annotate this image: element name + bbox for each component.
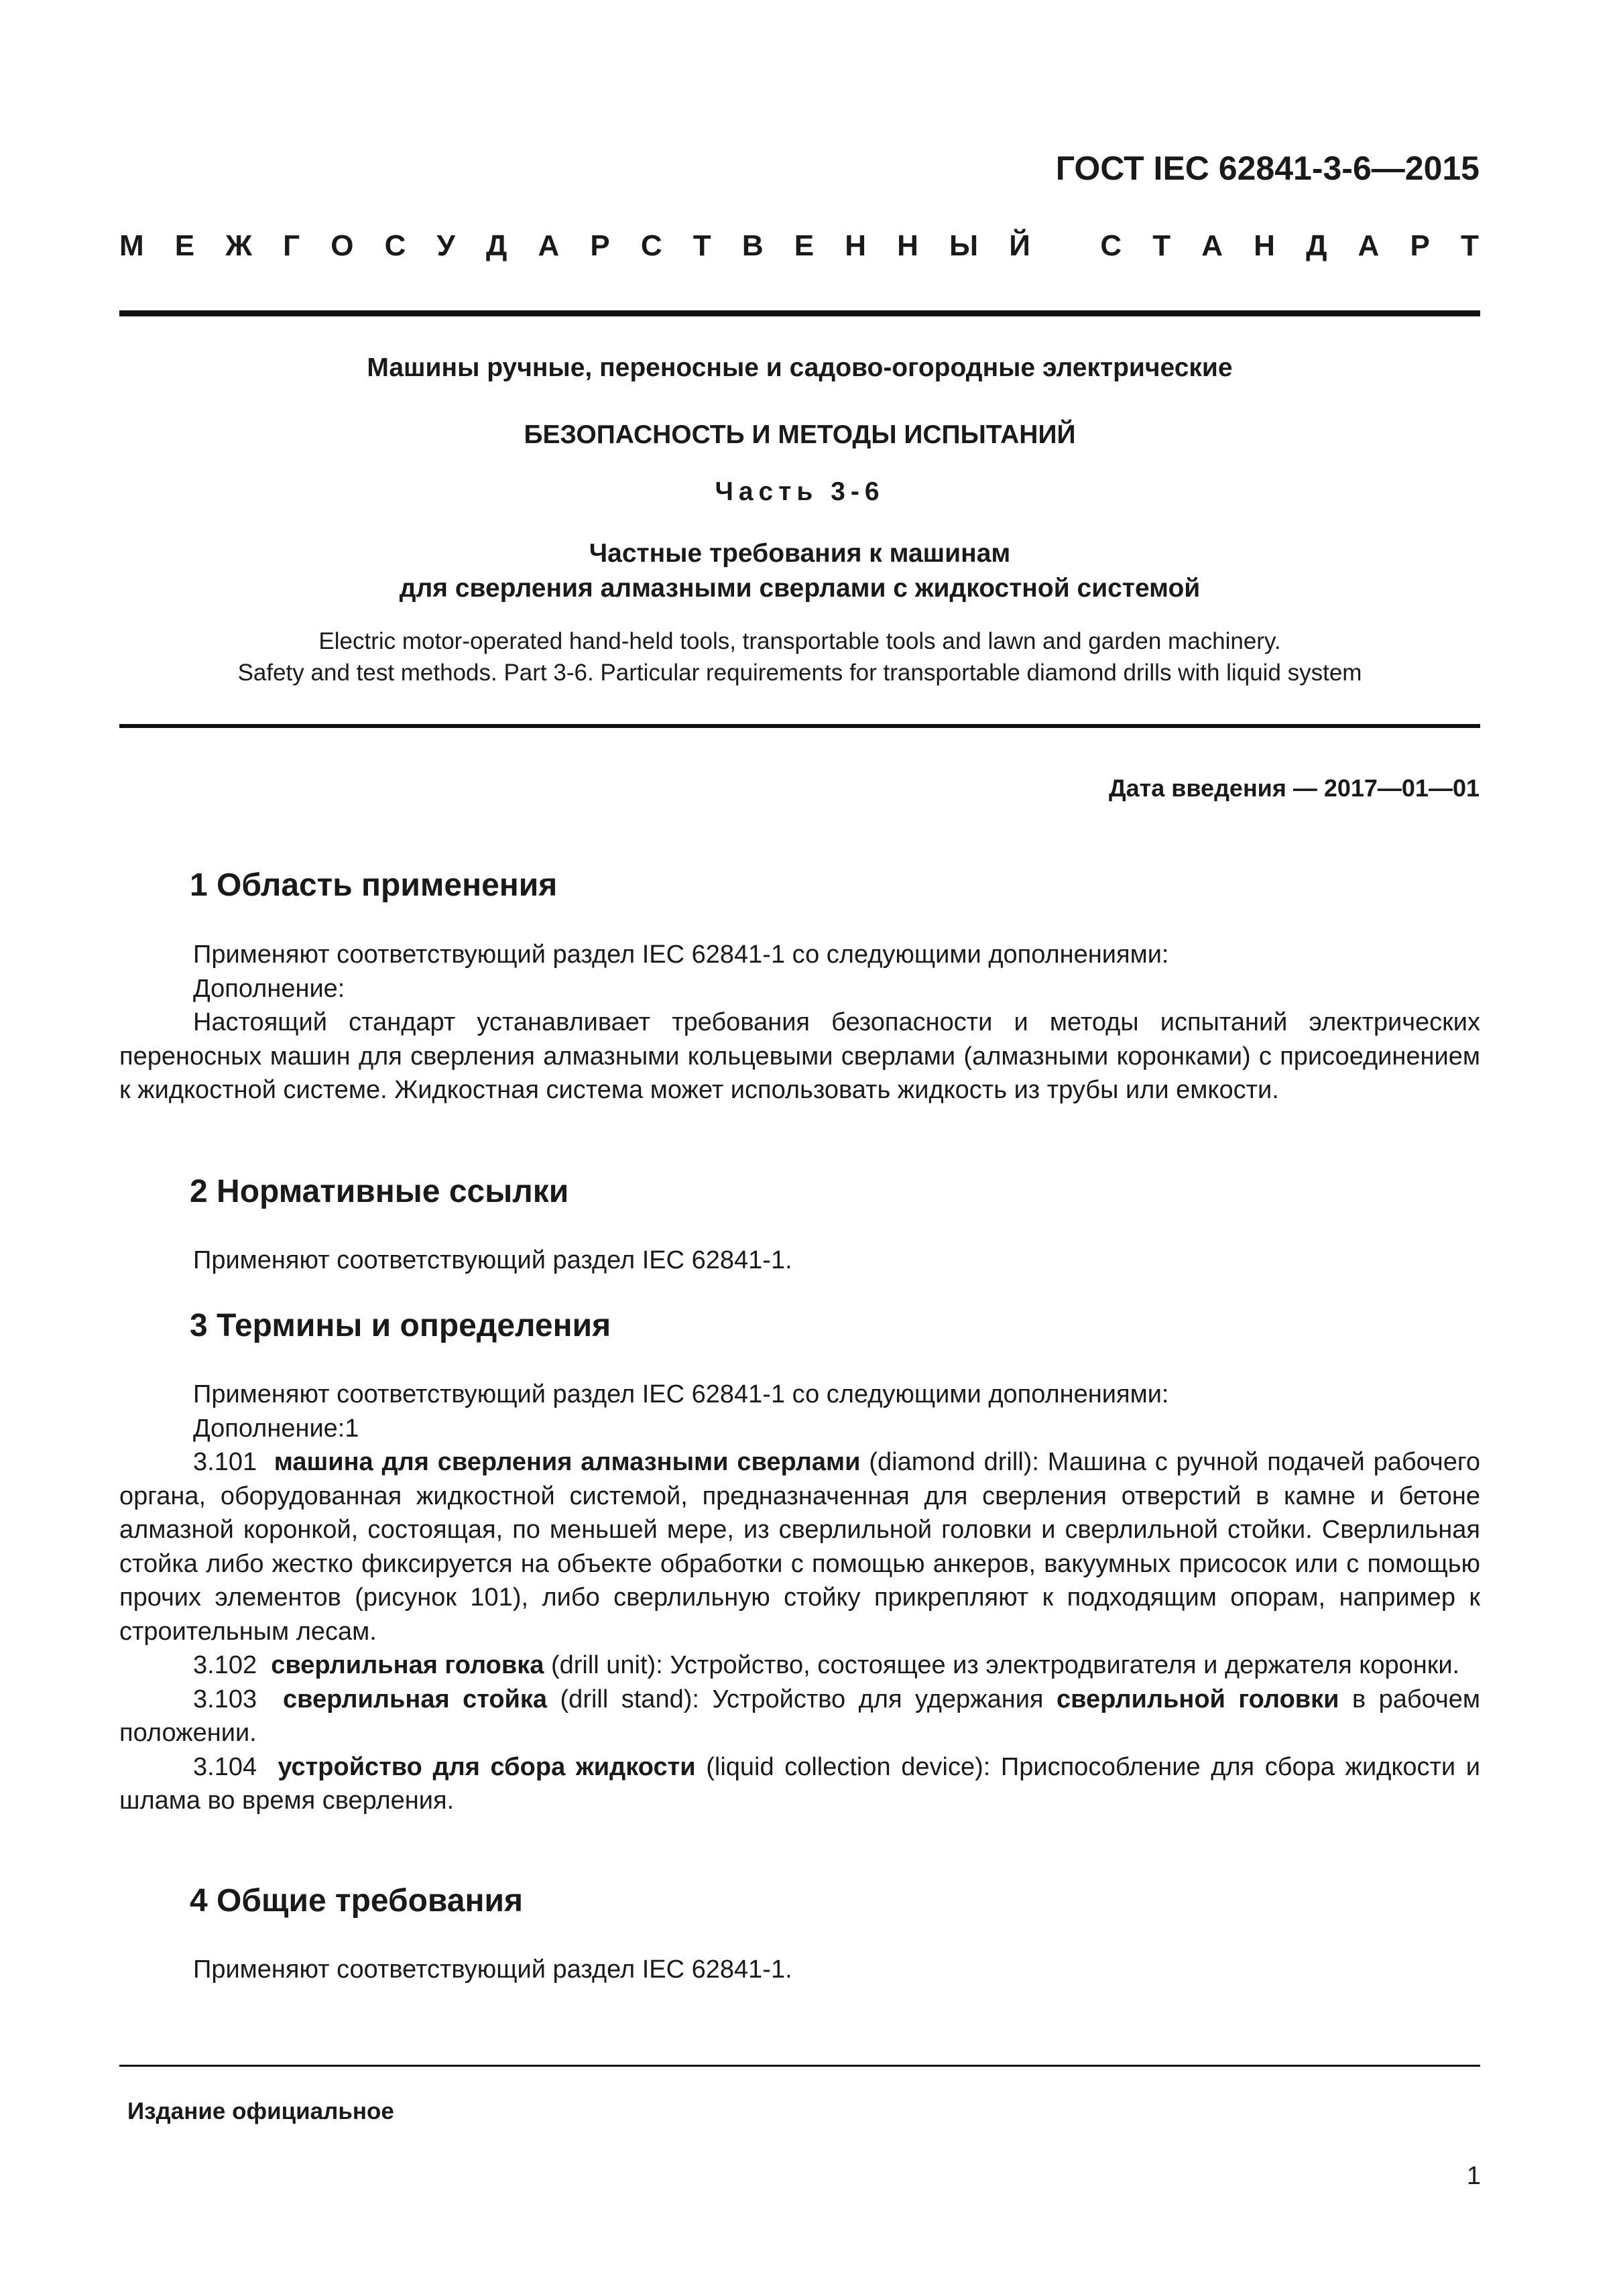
- title-machines: Машины ручные, переносные и садово-огородные электрические: [367, 353, 1233, 382]
- standard-type-letter: [1061, 229, 1069, 263]
- term-name: сверлильная стойка: [283, 1685, 548, 1713]
- term-definition: (drill stand): Устройство для удержания: [560, 1685, 1044, 1713]
- section-3-heading: 3 Термины и определения: [190, 1308, 611, 1343]
- term-name: сверлильная головка: [271, 1651, 544, 1679]
- standard-type-letter: А: [1358, 229, 1380, 262]
- title-english: [119, 625, 1480, 688]
- standard-type-letter: О: [330, 229, 354, 262]
- standard-type-letter: Р: [590, 229, 610, 262]
- standard-type-letter: Ж: [225, 229, 253, 262]
- term-name: машина для сверления алмазными сверлами: [274, 1448, 861, 1476]
- title-english-line1: Electric motor-operated hand-held tools, transportable tools and lawn and garden machinery.: [318, 628, 1281, 654]
- document-code: ГОСТ IEC 62841-3-6—2015: [1055, 149, 1480, 187]
- standard-type-letter: Т: [693, 229, 711, 262]
- term-definition: (diamond drill): Машина с ручной подачей рабочего органа, оборудованная жидкостной системой, предназначенная для сверления отверстий в камне и бетоне алмазной коронкой, состоящая, по меньшей мере, из сверлильной головки и сверлильной стойки. Сверлильная стойка либо жестко фиксируется на объекте обработки с помощью анкеров, вакуумных присосок или с помощью прочих элементов (рисунок 101), либо сверлильную стойку прикрепляют к подходящим опорам, например к строительным лесам.: [119, 1448, 1481, 1646]
- standard-type-letter: Г: [283, 229, 300, 262]
- footer-divider: [119, 2065, 1480, 2067]
- standard-type-letter: Т: [1460, 229, 1479, 262]
- section-1-paragraph: Применяют соответствующий раздел IEC 62841-1 со следующими дополнениями:: [193, 941, 1169, 969]
- standard-type-letter: Е: [174, 229, 195, 262]
- standard-type-letter: Т: [1152, 229, 1171, 262]
- section-4-paragraph: Применяют соответствующий раздел IEC 62841-1.: [193, 1955, 792, 1984]
- section-2-heading: 2 Нормативные ссылки: [190, 1174, 569, 1209]
- standard-type-letter: Р: [1410, 229, 1430, 262]
- standard-type-letter: Н: [845, 229, 866, 262]
- standard-type-letter: С: [1100, 229, 1122, 262]
- title-divider: [119, 724, 1480, 728]
- standard-type-letter: М: [119, 229, 144, 262]
- publication-note: Издание официальное: [127, 2098, 394, 2124]
- title-safety: БЕЗОПАСНОСТЬ И МЕТОДЫ ИСПЫТАНИЙ: [524, 420, 1076, 449]
- page-number: 1: [1466, 2162, 1481, 2190]
- section-4-heading: 4 Общие требования: [190, 1883, 523, 1919]
- section-1-paragraph: Настоящий стандарт устанавливает требования безопасности и методы испытаний электрических переносных машин для сверления алмазными кольцевыми сверлами (алмазными коронками) с присоединением к жидкостной системе. Жидкостная система может использовать жидкость из трубы или емкости.: [119, 1008, 1480, 1104]
- section-1-addition-label: Дополнение:: [193, 974, 345, 1003]
- title-part: Часть 3-6: [715, 477, 885, 506]
- standard-type-heading: [119, 229, 1479, 263]
- standard-type-letter: А: [538, 229, 560, 262]
- section-3-paragraph: Применяют соответствующий раздел IEC 62841-1 со следующими дополнениями:: [193, 1380, 1169, 1408]
- term-number: 3.102: [193, 1651, 257, 1679]
- term-3-103: [119, 1683, 1480, 1750]
- section-1-heading: 1 Область применения: [190, 867, 558, 903]
- standard-type-letter: Н: [897, 229, 918, 262]
- term-number: 3.101: [193, 1448, 257, 1476]
- standard-type-letter: Й: [1009, 229, 1030, 262]
- term-number: 3.104: [193, 1752, 257, 1781]
- title-particular-line1: Частные требования к машинам: [589, 539, 1011, 568]
- term-number: 3.103: [193, 1685, 257, 1713]
- title-english-line2: Safety and test methods. Part 3-6. Particular requirements for transportable diamond drills with liquid system: [237, 660, 1362, 686]
- section-4-body: [119, 1953, 1480, 1987]
- header-divider: [119, 310, 1480, 316]
- standard-type-letter: Д: [1306, 229, 1327, 262]
- section-3-addition-label: Дополнение:1: [193, 1414, 359, 1443]
- standard-type-letter: Н: [1254, 229, 1275, 262]
- standard-type-letter: В: [741, 229, 764, 262]
- section-2-paragraph: Применяют соответствующий раздел IEC 62841-1.: [193, 1246, 792, 1274]
- introduction-date: Дата введения — 2017—01—01: [1108, 774, 1480, 802]
- standard-type-letter: У: [436, 229, 455, 262]
- section-3-body: [119, 1378, 1480, 1818]
- title-particular-line2: для сверления алмазными сверлами с жидкостной системой: [399, 574, 1201, 603]
- standard-type-letter: Е: [794, 229, 815, 262]
- term-definition: (drill unit): Устройство, состоящее из электродвигателя и держателя коронки.: [550, 1651, 1460, 1679]
- term-definition: (liquid collection device): Приспособление для сбора жидкости и шлама во время сверления.: [119, 1752, 1481, 1815]
- standard-type-letter: С: [384, 229, 406, 262]
- term-name: устройство для сбора жидкости: [278, 1752, 696, 1781]
- standard-type-letter: Д: [486, 229, 507, 262]
- standard-type-letter: С: [640, 229, 662, 262]
- term-3-102: [119, 1648, 1480, 1683]
- standard-type-letter: А: [1201, 229, 1223, 262]
- term-definition: в рабочем положении.: [119, 1685, 1480, 1747]
- term-3-104: [119, 1750, 1480, 1818]
- term-3-101: [119, 1445, 1480, 1648]
- term-reference: сверлильной головки: [1056, 1685, 1339, 1713]
- section-1-body: [119, 938, 1480, 1107]
- title-particular: [119, 536, 1480, 606]
- standard-type-letter: Ы: [949, 229, 979, 262]
- section-2-body: [119, 1244, 1480, 1278]
